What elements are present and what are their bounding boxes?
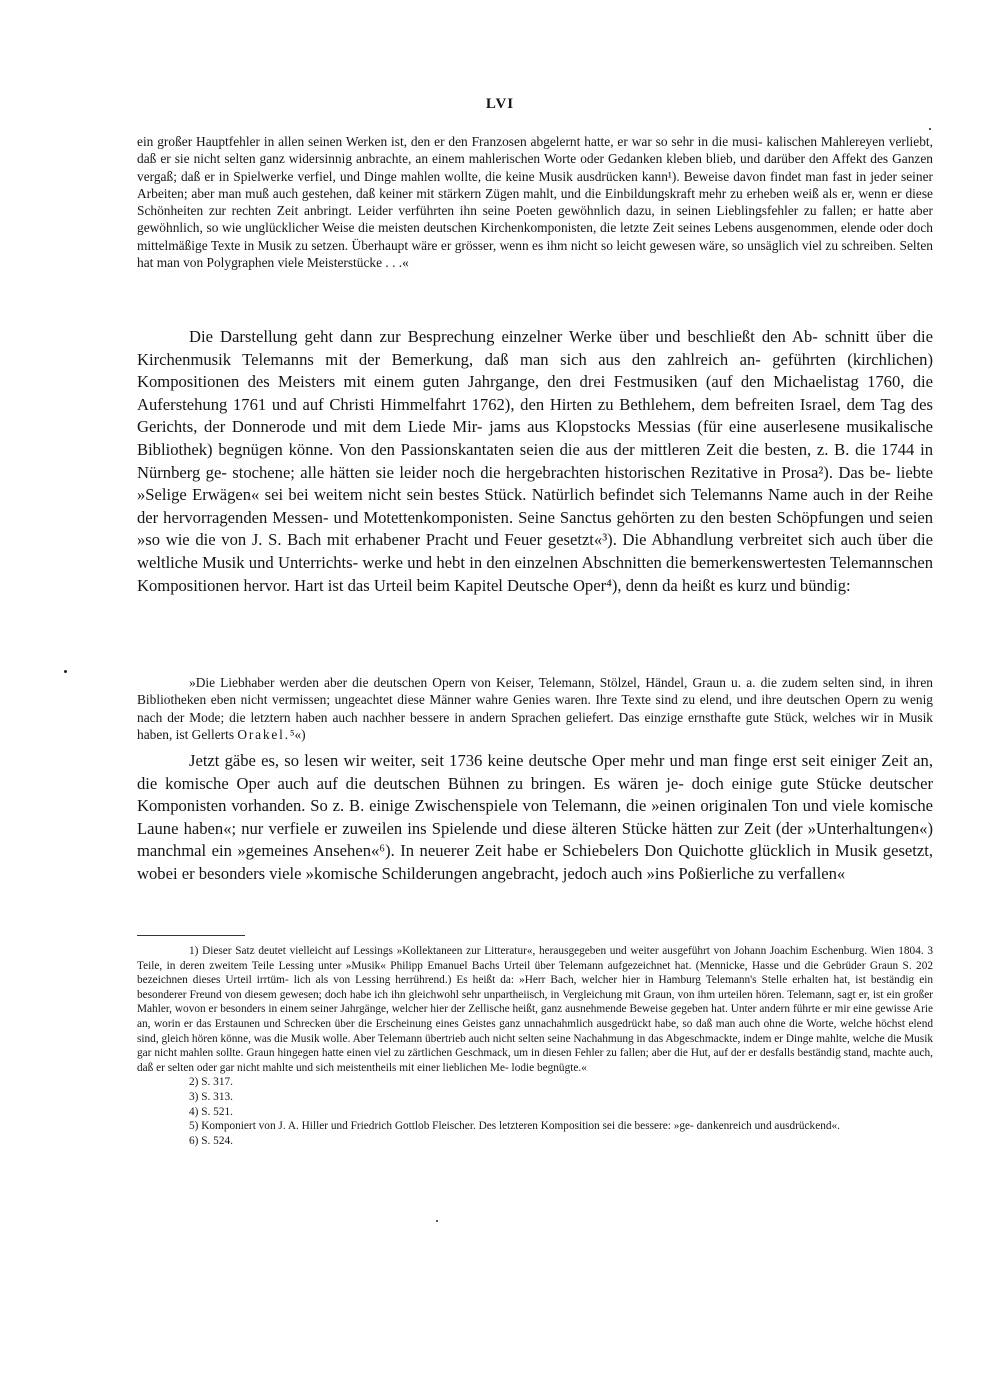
body-paragraph-1: Die Darstellung geht dann zur Besprechung einzelner Werke über und beschließt den Ab- schnitt über die Kirchenmusik Telemanns mit der Bemerkung, daß man sich aus den zahlreich an- geführten (kirchlichen) Kompositionen des Meisters mit einem guten Jahrgange, den drei Festmusiken (auf den Michaelistag 1760, die Auferstehung 1761 und auf Christi Himmelfahrt 1762), den Hirten zu Bethlehem, dem befreiten Israel, dem Tag des Gerichts, der Donnerode und mit dem Liede Mir- jams aus Klopstocks Messias (für eine auserlesene musikalische Bibliothek) begnügen könne. Von den Passionskantaten seien die aus der mittleren Zeit die besten, z. B. die 1744 in Nürnberg ge- stochene; alle hätten sie leider noch die hergebrachten historischen Rezitative in Prosa²). Das be- liebte »Selige Erwägen« sei bei weitem nicht sein bestes Stück. Natürlich befindet sich Telemanns Name auch in der Reihe der hervorragenden Messen- und Motettenkomponisten. Seine Sanctus gehörten zu den besten Schöpfungen und seien »so wie die von J. S. Bach mit erhabener Pracht und Feuer gesetzt«³). Die Abhandlung verbreitet sich auch über die weltliche Musik und Unterrichts- werke und hebt in den einzelnen Abschnitten die bemerkenswertesten Telemannschen Kompositionen hervor. Hart ist das Urteil beim Kapitel Deutsche Oper⁴), denn da heißt es kurz und bündig: xyxy=(137,327,933,595)
footnote-1: 1) Dieser Satz deutet vielleicht auf Lessings »Kollektaneen zur Litteratur«, herausgegeben und weiter ausgeführt von Johann Joachim Eschenburg. Wien 1804. 3 Teile, in deren zweitem Teile Lessing unter »Musik« Philipp Emanuel Bachs Urteil über Telemann aufgezeichnet hat. (Mennicke, Hasse und die Gebrüder Graun S. 202 bezeichnen dieses Urteil irrtüm- lich als von Lessing herrührend.) Es heißt da: »Herr Bach, welcher hier in Hamburg Telemann's Stelle erhalten hat, ist beständig ein besonderer Freund von diesem gewesen; doch habe ich ihn gleichwohl sehr unpartheiisch, in Vergleichung mit Graun, von ihm urteilen hören. Telemann, sagt er, ist ein großer Mahler, wovon er besonders in einem seiner Jahrgänge, welcher hier der Zellische heißt, ganz ausnehmende Beweise gegeben hat. Unter andern führte er mir eine gewisse Arie an, worin er das Erstaunen und Schrecken über die Erscheinung eines Geistes ganz unnachahmlich ausgedrückt habe, so daß man auch ohne die Worte, welche höchst elend sind, gleich hören könne, was die Musik wolle. Aber Telemann übertrieb auch nicht selten seine Nachahmung in das Abgeschmackte, indem er Dinge mahlte, welche die Musik gar nicht mahlen sollte. Graun hingegen hatte einen viel zu zärtlichen Geschmack, um in diesen Fehler zu fallen; aber die Hut, auf der er desfalls beständig stand, machte auch, daß er selten oder gar nicht mahlte und sich meistentheils mit einer lieblichen Me- lodie begnügte.« xyxy=(137,945,933,1074)
footnote-2: 2) S. 317. xyxy=(189,1076,233,1089)
footnote-3: 3) S. 313. xyxy=(189,1090,233,1103)
quote-middle-text: »Die Liebhaber werden aber die deutschen Opern von Keiser, Telemann, Stölzel, Händel, Graun u. a. die zudem selten sind, in ihren Bibliotheken eben nicht vermissen; ungeachtet diese Männer wahre Genies waren. Ihre Texte sind zu elend, und ihre deutschen Opern zu wenig nach der Mode; die letztern haben auch nachher bessere in andern Sprachen geliefert. Das einzige ernsthafte gute Stück, welches wir in Musik haben, ist Gellerts xyxy=(137,675,933,742)
body-paragraph-2: Jetzt gäbe es, so lesen wir weiter, seit 1736 keine deutsche Oper mehr und man finge erst seit einiger Zeit an, die komische Oper auch auf die deutschen Bühnen zu bringen. Es wären je- doch einige gute Stücke deutscher Komponisten vorhanden. So z. B. einige Zwischenspiele von Telemann, die »einen originalen Ton und viele komische Laune haben«; nur verfiele er zuweilen ins Spielende und diese älteren Stücke hätten zur Zeit (der »Unterhaltungen«) manchmal ein »gemeines Ansehen«⁶). In neuerer Zeit habe er Schiebelers Don Quichotte glücklich in Musik gesetzt, wobei er besonders viele »komische Schilderungen angebracht, jedoch auch »ins Poßierliche zu verfallen« xyxy=(137,751,933,883)
quote-block-middle xyxy=(137,674,933,743)
footnote-6: 6) S. 524. xyxy=(189,1134,233,1147)
quote-middle-spaced-word: Orakel. xyxy=(237,726,290,742)
scan-speck xyxy=(64,670,67,673)
page-number: LVI xyxy=(485,96,515,112)
footnote-rule xyxy=(137,935,245,936)
quote-block-top: ein großer Hauptfehler in allen seinen Werken ist, den er den Franzosen abgelernt hatte, er war so sehr in die musi- kalischen Mahlereyen verliebt, daß er sie nicht selten ganz widersinnig anbrachte, an einem mahlerischen Worte oder Gedanken kleben blieb, und darüber den Affekt des Ganzen vergaß; daß er in Spielwerke verfiel, und Dinge mahlen wollte, die keine Musik ausdrücken kann¹). Beweise davon findet man fast in jeder seiner Arbeiten; aber man muß auch gestehen, daß keiner mit stärkern Zügen mahlt, und die Einbildungskraft mehr zu erheben weiß als er, wenn er diese Schönheiten zur rechten Zeit anbringt. Leider verführten ihn seine Poeten gewöhnlich dazu, in seinen Lieblingsfehler zu fallen; er hatte aber gewöhnlich, so wie unglücklicher Weise die meisten deutschen Kirchenkomponisten, die letzte Zeit seines Lebens ausgenommen, elende oder doch mittelmäßige Texte in Musik zu setzen. Überhaupt wäre er grösser, wenn es ihm nicht so leicht gewesen wäre, so unsäglich viel zu schreiben. Selten hat man von Polygraphen viele Meisterstücke . . .« xyxy=(137,134,933,271)
scan-speck xyxy=(436,1220,438,1222)
quote-middle-end: ⁵«) xyxy=(289,726,306,742)
footnotes xyxy=(137,944,933,1148)
footnote-4: 4) S. 521. xyxy=(189,1105,233,1118)
footnote-5: 5) Komponiert von J. A. Hiller und Friedrich Gottlob Fleischer. Des letzteren Komposition sei die bessere: »ge- dankenreich und ausdrückend«. xyxy=(189,1120,840,1133)
scan-speck xyxy=(929,128,931,130)
